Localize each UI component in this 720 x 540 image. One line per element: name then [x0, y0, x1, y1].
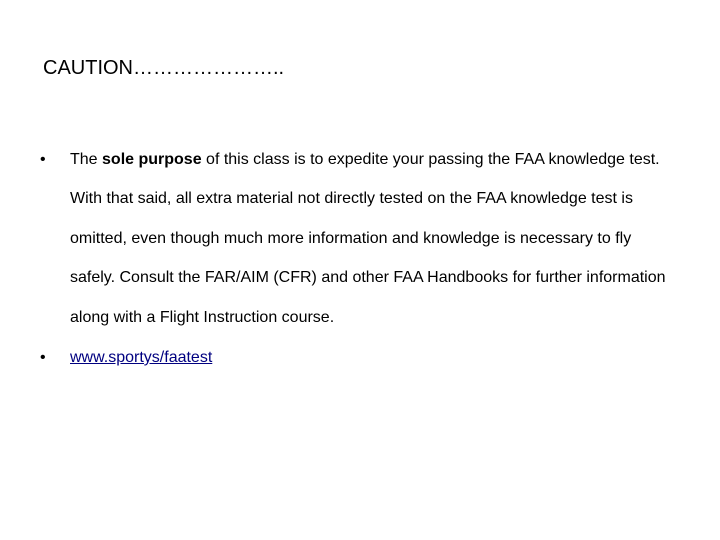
- bullet-item-purpose: [0, 140, 670, 337]
- bullet-list: [0, 140, 720, 377]
- slide-title: CAUTION…………………..: [43, 57, 285, 79]
- bullet-marker: •: [40, 349, 46, 367]
- bullet-item-link: [0, 338, 670, 377]
- bullet-text-start: The: [70, 151, 103, 168]
- sportys-link[interactable]: www.sportys/faatest: [70, 349, 213, 367]
- bullet-marker: •: [40, 151, 46, 168]
- bullet-emphasis: sole purpose: [102, 151, 202, 168]
- bullet-text-rest: of this class is to expedite your passing the FAA knowledge test. With that said, all extra material not directly tested on the FAA knowledge test is omitted, even though much more information and knowledge is necessary to fly safely. Consult the FAR/AIM (CFR) and other FAA Handbooks for further information along with a Flight Instruction course.: [70, 151, 666, 326]
